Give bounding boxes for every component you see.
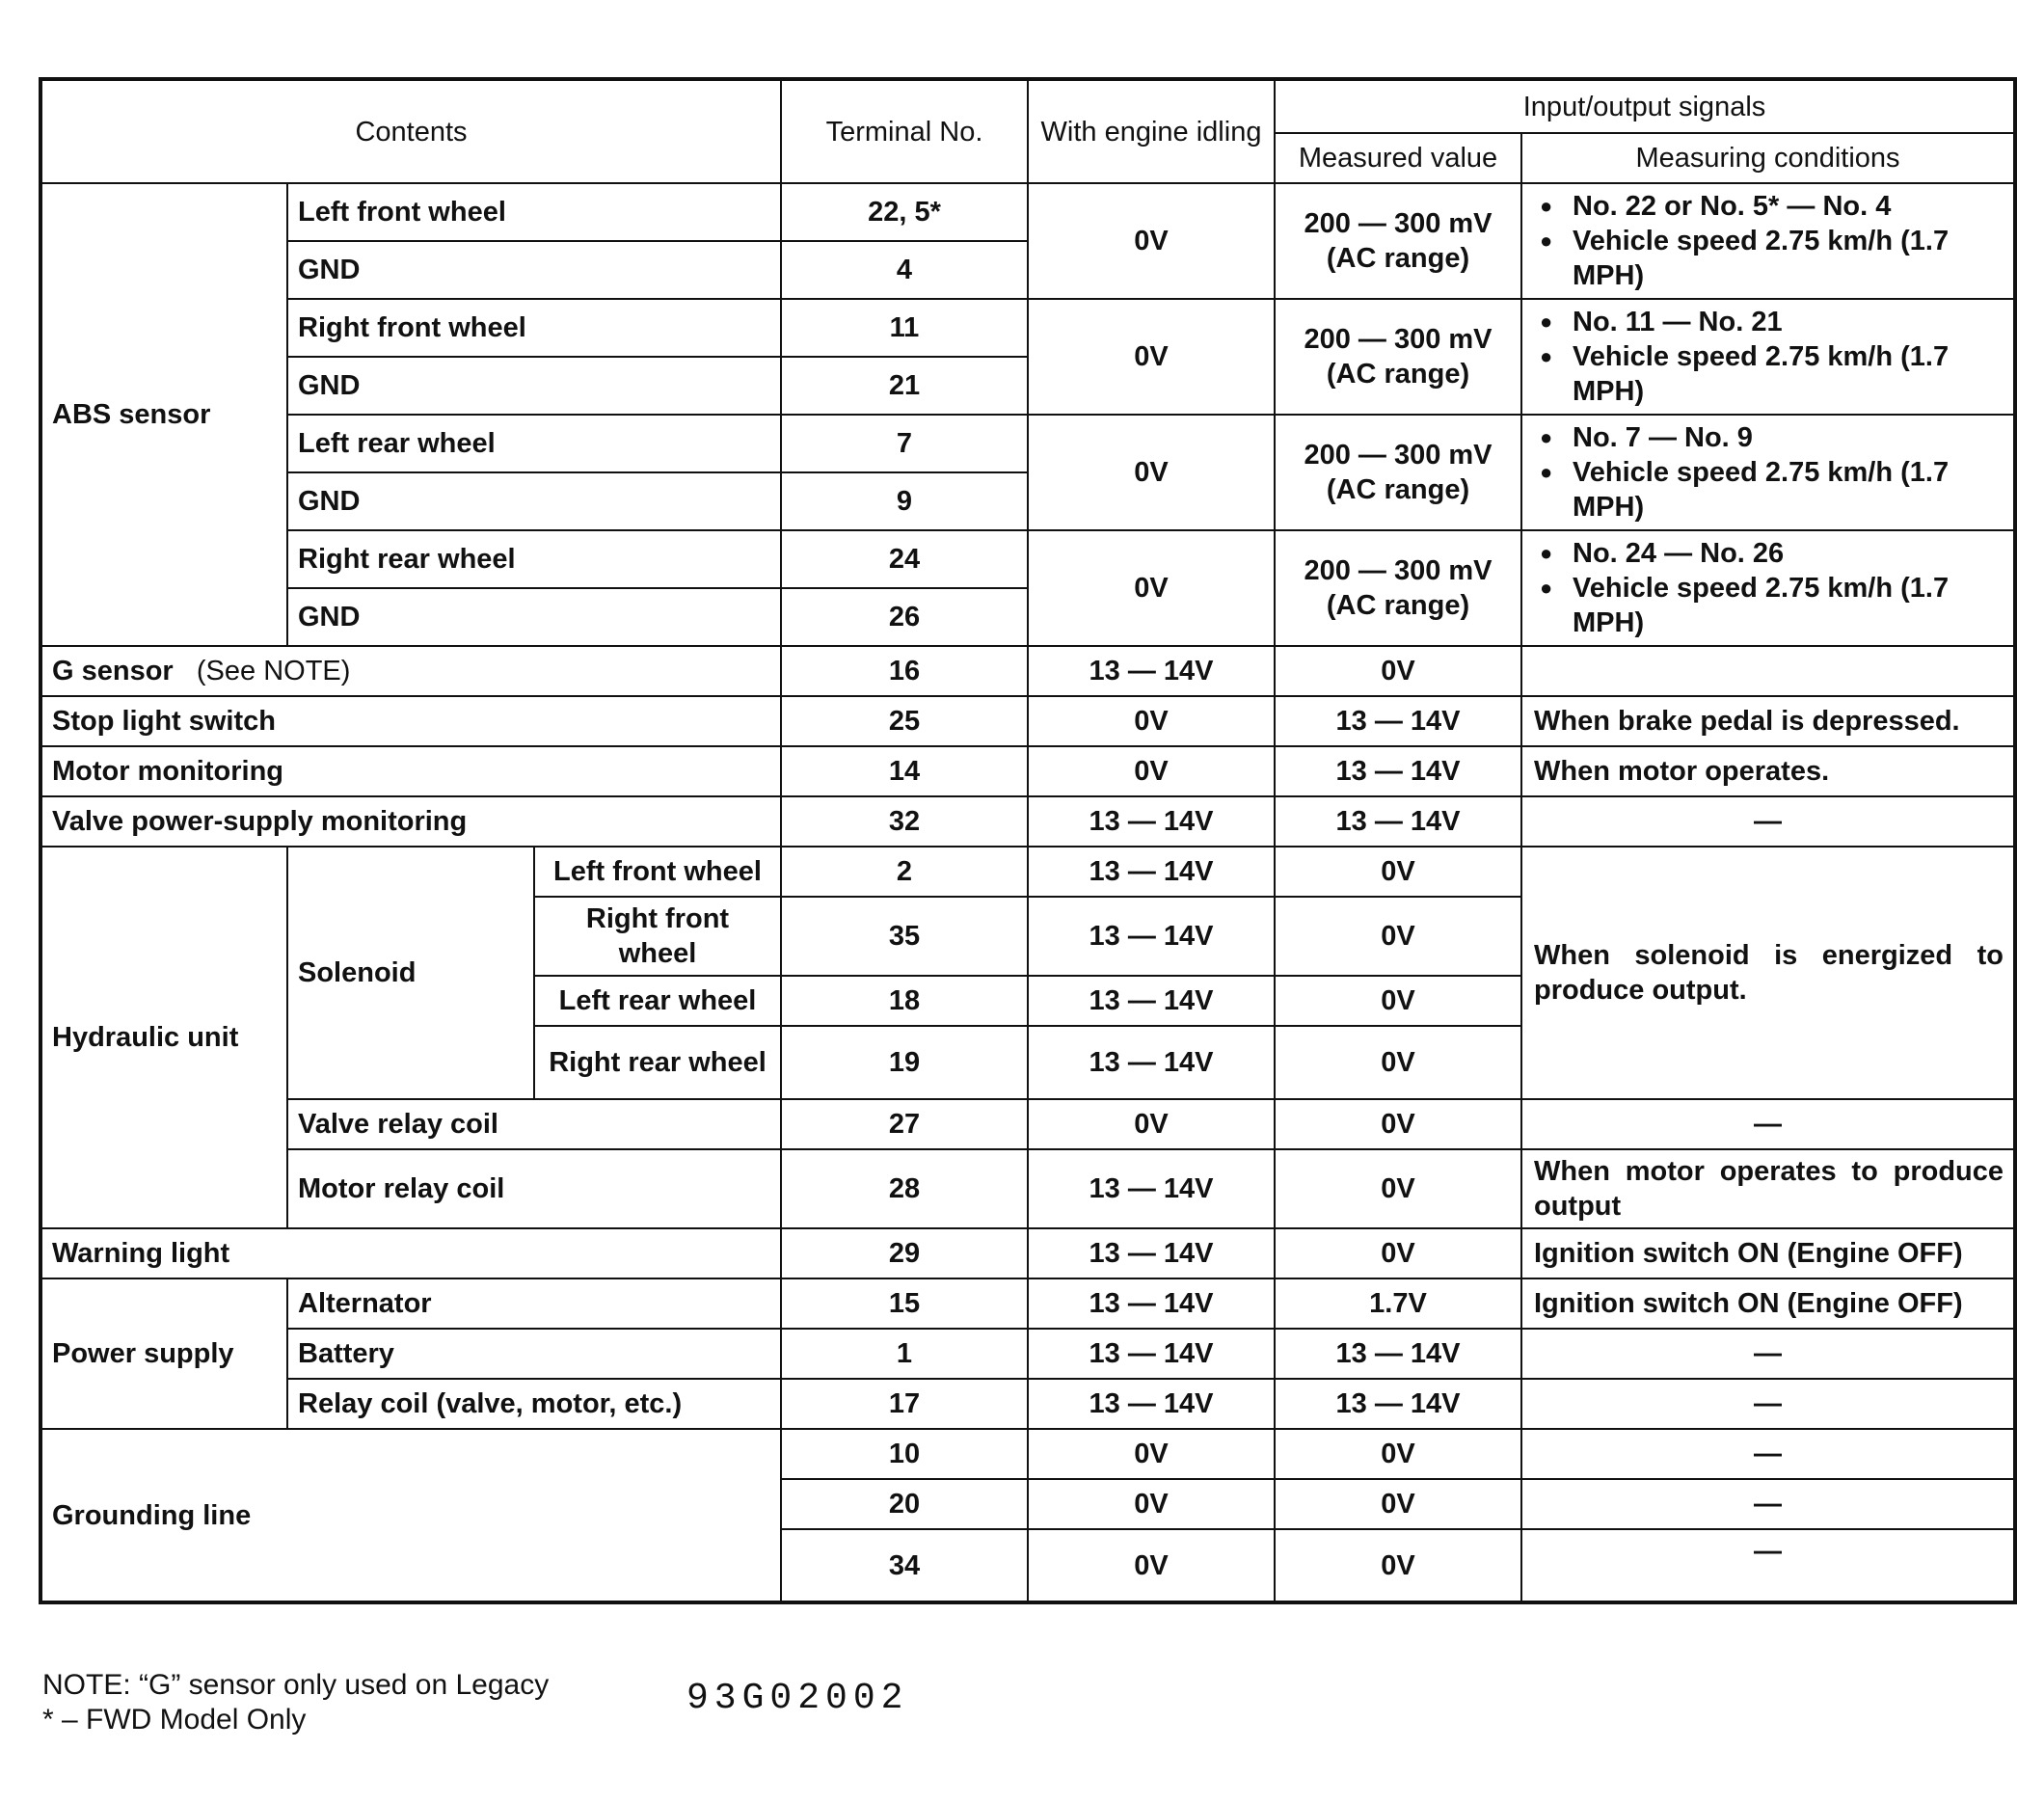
measured-cell: 13 — 14V <box>1275 1379 1521 1429</box>
measured-cell: 13 — 14V <box>1275 1329 1521 1379</box>
conditions-cell: When motor operates to produce output <box>1521 1149 2015 1228</box>
terminal-cell: 29 <box>781 1228 1028 1278</box>
idling-cell: 0V <box>1028 696 1275 746</box>
conditions-cell: — <box>1521 1529 2015 1602</box>
terminal-cell: 7 <box>781 415 1028 472</box>
condition-bullet: ● Vehicle speed 2.75 km/h (1.7 MPH) <box>1534 339 2004 409</box>
table-row <box>40 646 2015 696</box>
terminal-cell: 14 <box>781 746 1028 796</box>
idling-cell: 13 — 14V <box>1028 1329 1275 1379</box>
row-label: Left rear wheel <box>534 976 781 1026</box>
idling-cell: 0V <box>1028 1479 1275 1529</box>
measured-cell: 0V <box>1275 976 1521 1026</box>
subgroup-solenoid: Solenoid <box>287 847 534 1099</box>
group-hydraulic-unit: Hydraulic unit <box>40 847 287 1228</box>
row-label: Right front wheel <box>287 299 781 357</box>
measured-cell: 0V <box>1275 1429 1521 1479</box>
idling-cell: 13 — 14V <box>1028 646 1275 696</box>
terminal-cell: 19 <box>781 1026 1028 1099</box>
conditions-cell <box>1521 415 2015 530</box>
footnotes <box>42 1668 549 1737</box>
see-note-ref: (See NOTE) <box>196 656 351 686</box>
terminal-cell: 22, 5* <box>781 183 1028 241</box>
row-label: Warning light <box>40 1228 781 1278</box>
condition-bullet: ● No. 11 — No. 21 <box>1534 305 2004 339</box>
idling-cell: 0V <box>1028 183 1275 299</box>
idling-cell: 0V <box>1028 1099 1275 1149</box>
conditions-cell: Ignition switch ON (Engine OFF) <box>1521 1228 2015 1278</box>
header-row <box>40 79 2015 133</box>
idling-cell: 13 — 14V <box>1028 1026 1275 1099</box>
row-label: Valve relay coil <box>287 1099 781 1149</box>
measured-line: 200 — 300 mV <box>1304 555 1493 586</box>
header-idling: With engine idling <box>1028 79 1275 183</box>
terminal-spec-sheet <box>39 77 2013 1604</box>
terminal-cell: 32 <box>781 796 1028 847</box>
terminal-cell: 15 <box>781 1278 1028 1329</box>
row-label: Left front wheel <box>287 183 781 241</box>
terminal-cell: 4 <box>781 241 1028 299</box>
table-row <box>40 530 2015 588</box>
row-label: Left front wheel <box>534 847 781 897</box>
table-row <box>40 183 2015 241</box>
measured-cell: 1.7V <box>1275 1278 1521 1329</box>
measured-line: (AC range) <box>1326 243 1470 274</box>
row-label: Battery <box>287 1329 781 1379</box>
conditions-cell: When brake pedal is depressed. <box>1521 696 2015 746</box>
idling-cell: 0V <box>1028 299 1275 415</box>
row-label: Right rear wheel <box>287 530 781 588</box>
row-label: Motor monitoring <box>40 746 781 796</box>
measured-cell: 0V <box>1275 1149 1521 1228</box>
table-row <box>40 847 2015 897</box>
group-abs-sensor: ABS sensor <box>40 183 287 646</box>
terminal-cell: 20 <box>781 1479 1028 1529</box>
table-row <box>40 1278 2015 1329</box>
idling-cell: 0V <box>1028 415 1275 530</box>
row-label-g-sensor <box>40 646 781 696</box>
idling-cell: 0V <box>1028 530 1275 646</box>
conditions-cell <box>1521 646 2015 696</box>
terminal-cell: 17 <box>781 1379 1028 1429</box>
idling-cell: 13 — 14V <box>1028 847 1275 897</box>
header-conditions: Measuring conditions <box>1521 133 2015 183</box>
measured-cell: 0V <box>1275 1026 1521 1099</box>
conditions-cell: — <box>1521 1099 2015 1149</box>
condition-bullet: ● Vehicle speed 2.75 km/h (1.7 MPH) <box>1534 224 2004 293</box>
condition-bullet: ● No. 22 or No. 5* — No. 4 <box>1534 189 2004 224</box>
conditions-cell: When solenoid is energized to produce output. <box>1521 847 2015 1099</box>
terminal-cell: 21 <box>781 357 1028 415</box>
condition-bullet: ● No. 24 — No. 26 <box>1534 536 2004 571</box>
idling-cell: 13 — 14V <box>1028 1228 1275 1278</box>
table-row <box>40 1379 2015 1429</box>
measured-line: 200 — 300 mV <box>1304 208 1493 239</box>
row-label: GND <box>287 588 781 646</box>
conditions-cell <box>1521 299 2015 415</box>
group-power-supply: Power supply <box>40 1278 287 1429</box>
table-row <box>40 796 2015 847</box>
conditions-cell: — <box>1521 1379 2015 1429</box>
terminal-cell: 9 <box>781 472 1028 530</box>
terminal-cell: 10 <box>781 1429 1028 1479</box>
row-label: Relay coil (valve, motor, etc.) <box>287 1379 781 1429</box>
idling-cell: 13 — 14V <box>1028 1379 1275 1429</box>
conditions-cell: — <box>1521 796 2015 847</box>
g-sensor-label: G sensor <box>52 656 174 686</box>
header-io-signals: Input/output signals <box>1275 79 2015 133</box>
table-row <box>40 1228 2015 1278</box>
idling-cell: 13 — 14V <box>1028 1149 1275 1228</box>
row-label: GND <box>287 472 781 530</box>
condition-bullet: ● Vehicle speed 2.75 km/h (1.7 MPH) <box>1534 455 2004 525</box>
idling-cell: 13 — 14V <box>1028 976 1275 1026</box>
idling-cell: 13 — 14V <box>1028 897 1275 976</box>
conditions-cell <box>1521 530 2015 646</box>
terminal-cell: 24 <box>781 530 1028 588</box>
measured-cell: 0V <box>1275 1479 1521 1529</box>
footnote-g-sensor: NOTE: “G” sensor only used on Legacy <box>42 1669 550 1701</box>
row-label: Alternator <box>287 1278 781 1329</box>
measured-cell: 13 — 14V <box>1275 696 1521 746</box>
idling-cell: 13 — 14V <box>1028 796 1275 847</box>
row-label: Left rear wheel <box>287 415 781 472</box>
measured-cell <box>1275 299 1521 415</box>
terminal-cell: 11 <box>781 299 1028 357</box>
measured-line: 200 — 300 mV <box>1304 440 1493 471</box>
terminal-cell: 35 <box>781 897 1028 976</box>
header-contents: Contents <box>40 79 781 183</box>
conditions-cell <box>1521 183 2015 299</box>
measured-cell: 13 — 14V <box>1275 746 1521 796</box>
row-label: Right rear wheel <box>534 1026 781 1099</box>
table-row <box>40 746 2015 796</box>
terminal-cell: 26 <box>781 588 1028 646</box>
condition-bullet: ● No. 7 — No. 9 <box>1534 420 2004 455</box>
terminal-cell: 34 <box>781 1529 1028 1602</box>
terminal-cell: 25 <box>781 696 1028 746</box>
header-measured: Measured value <box>1275 133 1521 183</box>
idling-cell: 0V <box>1028 746 1275 796</box>
conditions-cell: Ignition switch ON (Engine OFF) <box>1521 1278 2015 1329</box>
table-row <box>40 1429 2015 1479</box>
table-row <box>40 299 2015 357</box>
conditions-cell: — <box>1521 1329 2015 1379</box>
measured-cell: 0V <box>1275 847 1521 897</box>
row-label: GND <box>287 357 781 415</box>
group-grounding-line: Grounding line <box>40 1429 781 1602</box>
measured-cell: 0V <box>1275 897 1521 976</box>
measured-line: (AC range) <box>1326 474 1470 505</box>
header-terminal: Terminal No. <box>781 79 1028 183</box>
measured-cell: 13 — 14V <box>1275 796 1521 847</box>
table-row <box>40 1329 2015 1379</box>
terminal-cell: 18 <box>781 976 1028 1026</box>
conditions-cell: — <box>1521 1429 2015 1479</box>
terminal-cell: 27 <box>781 1099 1028 1149</box>
row-label: GND <box>287 241 781 299</box>
row-label: Right front wheel <box>534 897 781 976</box>
idling-cell: 13 — 14V <box>1028 1278 1275 1329</box>
measured-cell <box>1275 415 1521 530</box>
conditions-cell: — <box>1521 1479 2015 1529</box>
terminal-cell: 1 <box>781 1329 1028 1379</box>
terminal-cell: 16 <box>781 646 1028 696</box>
row-label: Stop light switch <box>40 696 781 746</box>
measured-line: 200 — 300 mV <box>1304 324 1493 355</box>
measured-cell <box>1275 530 1521 646</box>
terminal-spec-table <box>39 77 2017 1604</box>
measured-cell: 0V <box>1275 646 1521 696</box>
footnote-fwd: * – FWD Model Only <box>42 1704 307 1736</box>
table-row <box>40 415 2015 472</box>
idling-cell: 0V <box>1028 1429 1275 1479</box>
terminal-cell: 28 <box>781 1149 1028 1228</box>
table-row <box>40 696 2015 746</box>
idling-cell: 0V <box>1028 1529 1275 1602</box>
measured-line: (AC range) <box>1326 359 1470 390</box>
table-row <box>40 1149 2015 1228</box>
conditions-cell: When motor operates. <box>1521 746 2015 796</box>
row-label: Motor relay coil <box>287 1149 781 1228</box>
figure-code: 93G02002 <box>686 1678 909 1719</box>
terminal-cell: 2 <box>781 847 1028 897</box>
measured-cell: 0V <box>1275 1099 1521 1149</box>
measured-cell: 0V <box>1275 1529 1521 1602</box>
condition-bullet: ● Vehicle speed 2.75 km/h (1.7 MPH) <box>1534 571 2004 640</box>
measured-cell <box>1275 183 1521 299</box>
measured-line: (AC range) <box>1326 590 1470 621</box>
measured-cell: 0V <box>1275 1228 1521 1278</box>
row-label: Valve power-supply monitoring <box>40 796 781 847</box>
table-row <box>40 1099 2015 1149</box>
